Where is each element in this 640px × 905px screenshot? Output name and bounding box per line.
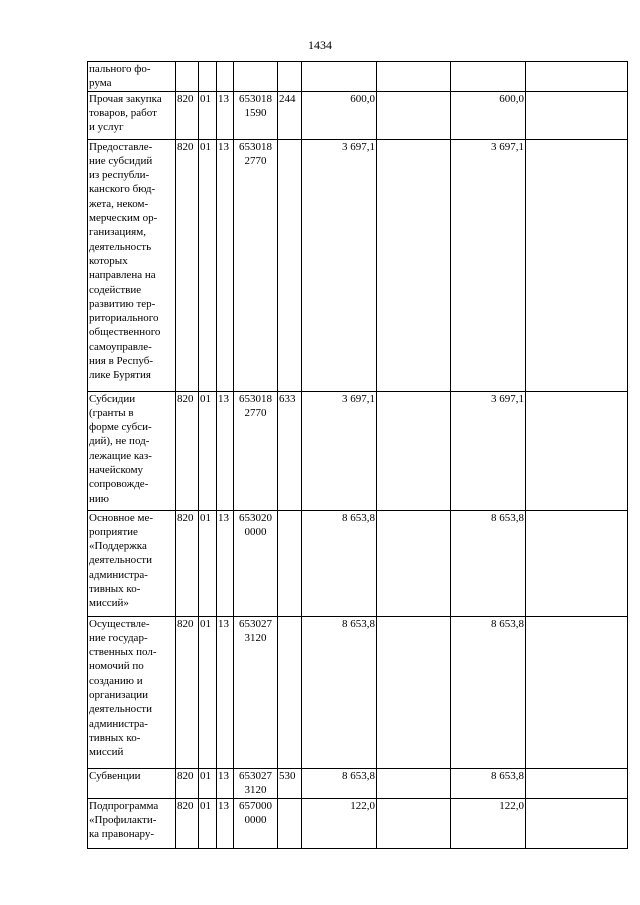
table-cell-c7: [377, 510, 451, 616]
table-cell-c9: [526, 768, 628, 798]
table-cell-pr: 13: [217, 798, 234, 848]
table-cell-c9: [526, 139, 628, 391]
table-cell-sum2: 600,0: [451, 91, 526, 139]
table-cell-pr: 13: [217, 510, 234, 616]
table-cell-sum2: 3 697,1: [451, 391, 526, 510]
table-cell-rz: 01: [199, 798, 217, 848]
table-cell-sum2: 8 653,8: [451, 616, 526, 768]
table-cell-vr: 633: [278, 391, 302, 510]
table-cell-c7: [377, 798, 451, 848]
table-cell-vr: [278, 510, 302, 616]
table-cell-rz: 01: [199, 510, 217, 616]
table-cell-rz: 01: [199, 391, 217, 510]
table-cell-name: Осуществле- ние государ- ственных пол- номочий по созданию и организации деятельности администра- тивных ко- миссий: [88, 616, 176, 768]
table-cell-pr: 13: [217, 391, 234, 510]
table-cell-sum: 122,0: [302, 798, 377, 848]
table-cell-name: Предоставле- ние субсидий из республи- канского бюд- жета, неком- мерческим ор- ганизациям, деятельность которых направлена на содействие развитию тер- риториального общественного самоуправле- ния в Респуб- лике Бурятия: [88, 139, 176, 391]
table-cell-csr: 653018 1590: [234, 91, 278, 139]
table-cell-c7: [377, 768, 451, 798]
table-cell-ved: 820: [176, 768, 199, 798]
table-cell-rz: 01: [199, 768, 217, 798]
table-cell-name: Субсидии (гранты в форме субси- дий), не под- лежащие каз- начейскому сопровожде- нию: [88, 391, 176, 510]
table-cell-sum: [302, 62, 377, 92]
table-row: [88, 139, 628, 391]
table-cell-csr: 653020 0000: [234, 510, 278, 616]
table-cell-sum2: [451, 62, 526, 92]
table-cell-csr: [234, 62, 278, 92]
table-cell-pr: 13: [217, 139, 234, 391]
table-cell-vr: [278, 139, 302, 391]
table-cell-vr: 530: [278, 768, 302, 798]
table-cell-rz: 01: [199, 616, 217, 768]
table-cell-rz: 01: [199, 139, 217, 391]
table-cell-c9: [526, 62, 628, 92]
table-cell-csr: 653018 2770: [234, 391, 278, 510]
table-cell-vr: [278, 62, 302, 92]
table-cell-ved: 820: [176, 798, 199, 848]
table-cell-c7: [377, 616, 451, 768]
table-cell-vr: [278, 616, 302, 768]
table-cell-sum: 3 697,1: [302, 391, 377, 510]
table-cell-pr: 13: [217, 616, 234, 768]
table-cell-c7: [377, 139, 451, 391]
table-cell-csr: 653027 3120: [234, 616, 278, 768]
table-row: [88, 616, 628, 768]
table-cell-ved: 820: [176, 139, 199, 391]
table-cell-ved: 820: [176, 616, 199, 768]
table-cell-sum2: 8 653,8: [451, 768, 526, 798]
table-cell-sum: 8 653,8: [302, 768, 377, 798]
table-cell-c9: [526, 616, 628, 768]
table-cell-csr: 653018 2770: [234, 139, 278, 391]
table-cell-sum: 8 653,8: [302, 616, 377, 768]
table-cell-name: Подпрограмма «Профилакти- ка правонару-: [88, 798, 176, 848]
table-cell-name: пального фо- рума: [88, 62, 176, 92]
table-cell-sum2: 8 653,8: [451, 510, 526, 616]
table-cell-name: Субвенции: [88, 768, 176, 798]
table-cell-ved: 820: [176, 391, 199, 510]
table-cell-c9: [526, 798, 628, 848]
table-row: [88, 798, 628, 848]
table-cell-sum2: 3 697,1: [451, 139, 526, 391]
table-cell-rz: 01: [199, 91, 217, 139]
table-cell-sum2: 122,0: [451, 798, 526, 848]
table-cell-rz: [199, 62, 217, 92]
table-cell-pr: 13: [217, 768, 234, 798]
table-cell-pr: 13: [217, 91, 234, 139]
table-cell-ved: [176, 62, 199, 92]
table-row: [88, 62, 628, 92]
budget-table: [87, 61, 628, 849]
table-row: [88, 91, 628, 139]
table-cell-csr: 657000 0000: [234, 798, 278, 848]
table-cell-ved: 820: [176, 510, 199, 616]
table-cell-sum: 8 653,8: [302, 510, 377, 616]
table-cell-pr: [217, 62, 234, 92]
table-row: [88, 510, 628, 616]
table-cell-c7: [377, 91, 451, 139]
table-cell-c9: [526, 510, 628, 616]
table-cell-csr: 653027 3120: [234, 768, 278, 798]
table-cell-c7: [377, 391, 451, 510]
page-number: 1434: [308, 38, 332, 52]
table-cell-vr: 244: [278, 91, 302, 139]
table-cell-name: Прочая закупка товаров, работ и услуг: [88, 91, 176, 139]
table-cell-sum: 600,0: [302, 91, 377, 139]
table-cell-c9: [526, 391, 628, 510]
table-cell-vr: [278, 798, 302, 848]
table-row: [88, 768, 628, 798]
table-cell-c7: [377, 62, 451, 92]
table-cell-sum: 3 697,1: [302, 139, 377, 391]
table-cell-ved: 820: [176, 91, 199, 139]
table-cell-name: Основное ме- роприятие «Поддержка деятельности администра- тивных ко- миссий»: [88, 510, 176, 616]
table-cell-c9: [526, 91, 628, 139]
table-row: [88, 391, 628, 510]
